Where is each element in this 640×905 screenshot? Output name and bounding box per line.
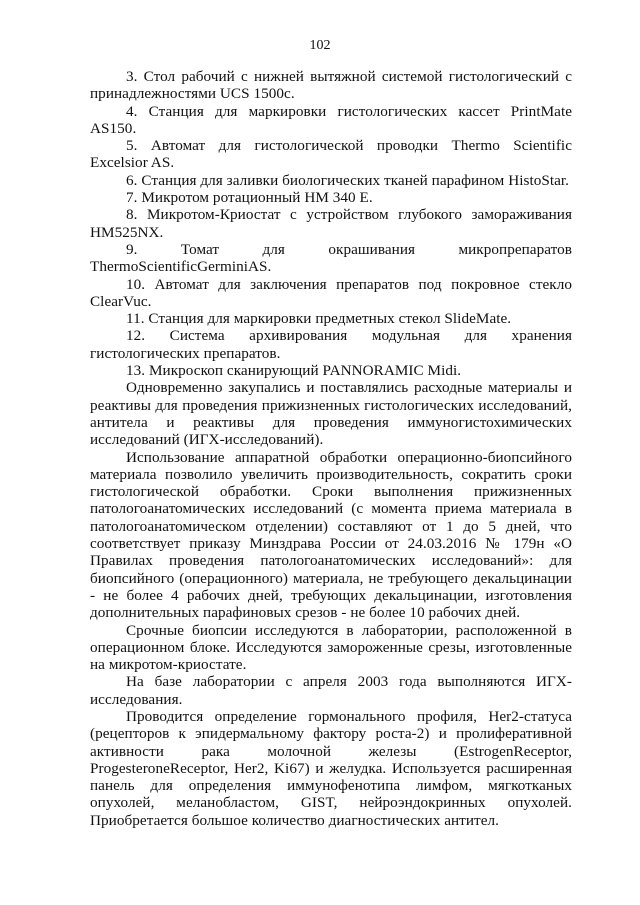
paragraph-processing-terms: Использование аппаратной обработки операционно-биопсийного материала позволило увеличить производительность, сократить сроки гистологической обработки. Сроки выполнения прижизненных патологоанатомических исследований (с момента приема материала в патологоанатомическом отделении) составляют от 1 до 5 дней, что соответствует приказу Минздрава России от 24.03.2016 № 179н «О Правилах проведения патологоанатомических исследований»: для биопсийного (операционного) материала, не требующего декальцинации - не более 4 рабочих дней, требующих декальцинации, изготовления дополнительных парафиновых срезов - не более 10 рабочих дней. <box>90 448 572 622</box>
list-item-12: 12. Система архивирования модульная для хранения гистологических препаратов. <box>90 327 572 362</box>
list-item-3: 3. Стол рабочий с нижней вытяжной системой гистологический с принадлежностями UCS 1500с. <box>90 68 572 103</box>
list-item-9: 9. Томат для окрашивания микропрепаратов ThermoScientificGerminiAS. <box>90 240 572 276</box>
list-item-6: 6. Станция для заливки биологических тканей парафином HistoStar. <box>126 171 570 189</box>
paragraph-urgent-biopsies: Срочные биопсии исследуются в лаборатории, расположенной в операционном блоке. Исследуются замороженные срезы, изготовленные на микротом-криостате. <box>90 621 572 674</box>
list-item-7: 7. Микротом ротационный HM 340 E. <box>126 189 373 207</box>
body-text <box>90 68 572 829</box>
list-item-5: 5. Автомат для гистологической проводки Thermo Scientific Excelsior AS. <box>90 137 572 172</box>
paragraph-ihc-since-2003: На базе лаборатории с апреля 2003 года выполняются ИГХ-исследования. <box>90 673 572 708</box>
list-item-8: 8. Микротом-Криостат с устройством глубокого замораживания HM525NX. <box>90 206 572 241</box>
list-item-4: 4. Станция для маркировки гистологических кассет PrintMate AS150. <box>90 102 572 137</box>
paragraph-supplies: Одновременно закупались и поставлялись расходные материалы и реактивы для проведения прижизненных гистологических исследований, антитела и реактивы для проведения иммуногистохимических исследований (ИГХ-исследований). <box>90 379 572 449</box>
paragraph-hormonal-profile: Проводится определение гормонального профиля, Her2-статуса (рецепторов к эпидермальному фактору роста-2) и пролиферативной активности рака молочной железы (EstrogenReceptor, ProgesteroneReceptor, Her2, Ki67) и желудка. Используется расширенная панель для определения иммунофенотипа лимфом, мягкотканых опухолей, меланобластом, GIST, нейроэндокринных опухолей. Приобретается большое количество диагностических антител. <box>90 707 572 829</box>
list-item-13: 13. Микроскоп сканирующий PANNORAMIC Midi. <box>126 362 462 380</box>
list-item-10: 10. Автомат для заключения препаратов под покровное стекло ClearVuc. <box>90 275 572 310</box>
page-number: 102 <box>309 38 331 53</box>
list-item-11: 11. Станция для маркировки предметных стекол SlideMate. <box>126 310 512 328</box>
